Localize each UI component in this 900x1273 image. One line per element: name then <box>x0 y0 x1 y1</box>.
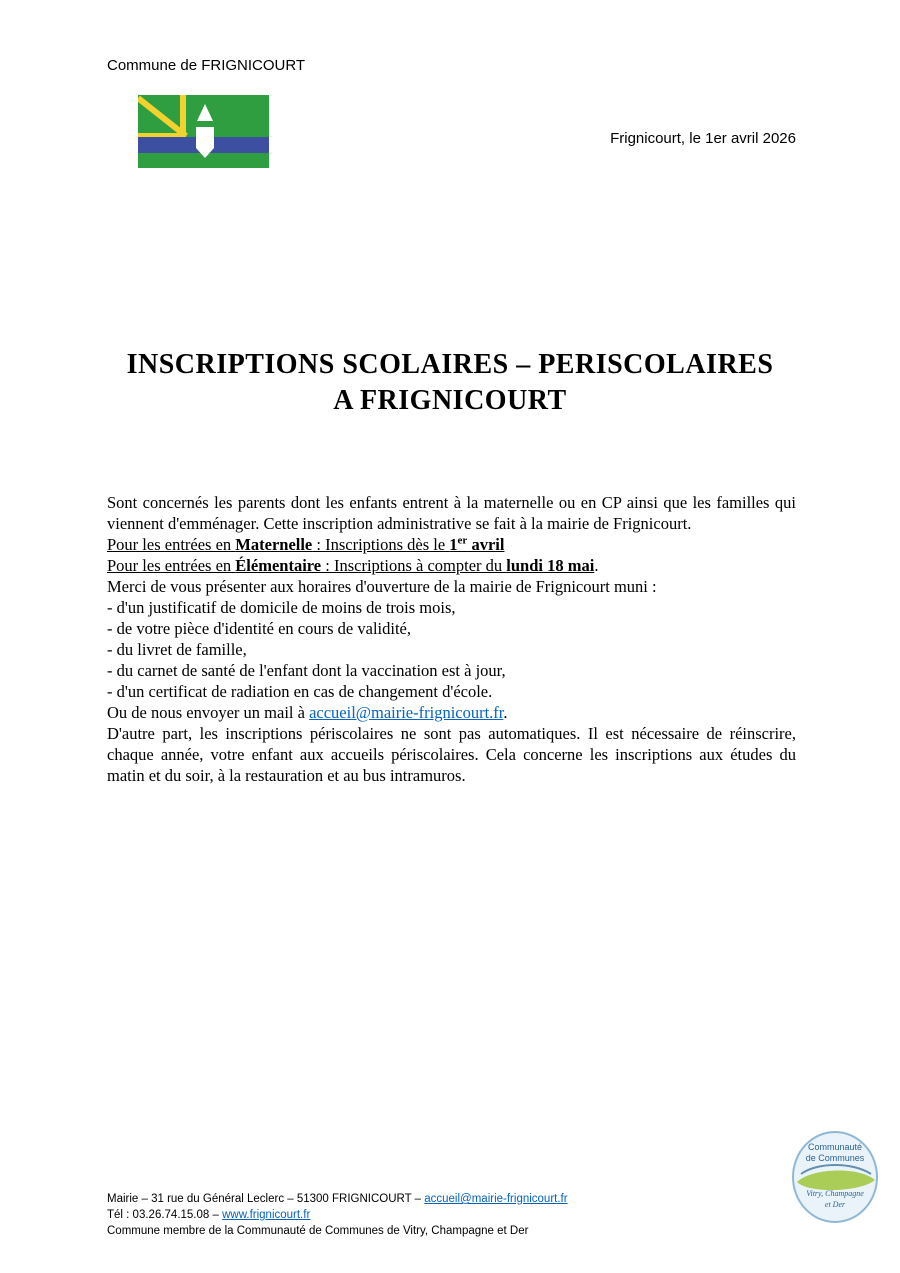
requirement-item: - d'un justificatif de domicile de moins de trois mois, <box>107 598 456 617</box>
entry-date-bold <box>449 535 504 554</box>
elementaire-entry-text <box>107 556 594 575</box>
document-body <box>107 492 796 786</box>
requirement-item: - d'un certificat de radiation en cas de changement d'école. <box>107 682 493 701</box>
closing-paragraph: D'autre part, les inscriptions périscolaires ne sont pas automatiques. Il est nécessaire de réinscrire, chaque année, votre enfant aux accueils périscolaires. Cela concerne les inscriptions aux études du matin et du soir, à la restauration et au bus intramuros. <box>107 724 796 785</box>
cc-logo-text-line4: et Der <box>824 1200 846 1209</box>
intro-paragraph: Sont concernés les parents dont les enfants entrent à la maternelle ou en CP ainsi que les familles qui viennent d'emménager. Cette inscription administrative se fait à la mairie de Frignicourt. <box>107 493 796 533</box>
elementaire-entry-line <box>107 555 796 576</box>
footer-email-link[interactable]: accueil@mairie-frignicourt.fr <box>424 1193 568 1205</box>
cc-logo-text-line1: Communauté <box>807 1142 863 1152</box>
entry-mid: : Inscriptions à compter du <box>321 556 507 575</box>
title-line-1: INSCRIPTIONS SCOLAIRES – PERISCOLAIRES <box>126 349 774 380</box>
requirement-item: - du livret de famille, <box>107 640 247 659</box>
document-title <box>90 347 810 419</box>
cc-logo-text-line3: Vitry, Champagne <box>806 1189 864 1198</box>
entry-level-bold: Élémentaire <box>235 556 322 575</box>
date-line: Frignicourt, le 1er avril 2026 <box>610 130 796 147</box>
frignicourt-flag-logo <box>138 95 269 168</box>
date-rest: avril <box>467 535 505 554</box>
commune-name: Commune de FRIGNICOURT <box>107 57 306 74</box>
footer-address-text: Mairie – 31 rue du Général Leclerc – 51300 FRIGNICOURT – <box>107 1193 425 1205</box>
footer <box>107 1191 568 1239</box>
entry-level-bold: Maternelle <box>235 535 313 554</box>
entry-prefix: Pour les entrées en <box>107 535 236 554</box>
requirement-item: - de votre pièce d'identité en cours de validité, <box>107 619 411 638</box>
date-superscript: er <box>457 534 468 547</box>
email-link[interactable]: accueil@mairie-frignicourt.fr <box>309 703 504 722</box>
requirement-item: - du carnet de santé de l'enfant dont la vaccination est à jour, <box>107 661 506 680</box>
mail-prefix: Ou de nous envoyer un mail à <box>107 703 310 722</box>
footer-membership-line: Commune membre de la Communauté de Communes de Vitry, Champagne et Der <box>107 1225 529 1237</box>
title-line-2: A FRIGNICOURT <box>333 385 567 416</box>
cc-logo-text-line2: de Communes <box>805 1153 865 1163</box>
entry-prefix: Pour les entrées en <box>107 556 236 575</box>
footer-phone-line <box>107 1207 568 1223</box>
communaute-de-communes-logo <box>791 1130 879 1224</box>
entry-suffix: . <box>594 556 599 575</box>
mail-line <box>107 702 796 723</box>
footer-address-line <box>107 1191 568 1207</box>
footer-phone-text: Tél : 03.26.74.15.08 – <box>107 1209 223 1221</box>
footer-website-link[interactable]: www.frignicourt.fr <box>222 1209 311 1221</box>
maternelle-entry-line <box>107 534 796 555</box>
maternelle-entry-text <box>107 535 504 554</box>
entry-mid: : Inscriptions dès le <box>312 535 450 554</box>
mail-suffix: . <box>503 703 508 722</box>
date-number: 1 <box>449 535 458 554</box>
instructions-lead: Merci de vous présenter aux horaires d'ouverture de la mairie de Frignicourt muni : <box>107 577 657 596</box>
entry-date-bold: lundi 18 mai <box>506 556 595 575</box>
